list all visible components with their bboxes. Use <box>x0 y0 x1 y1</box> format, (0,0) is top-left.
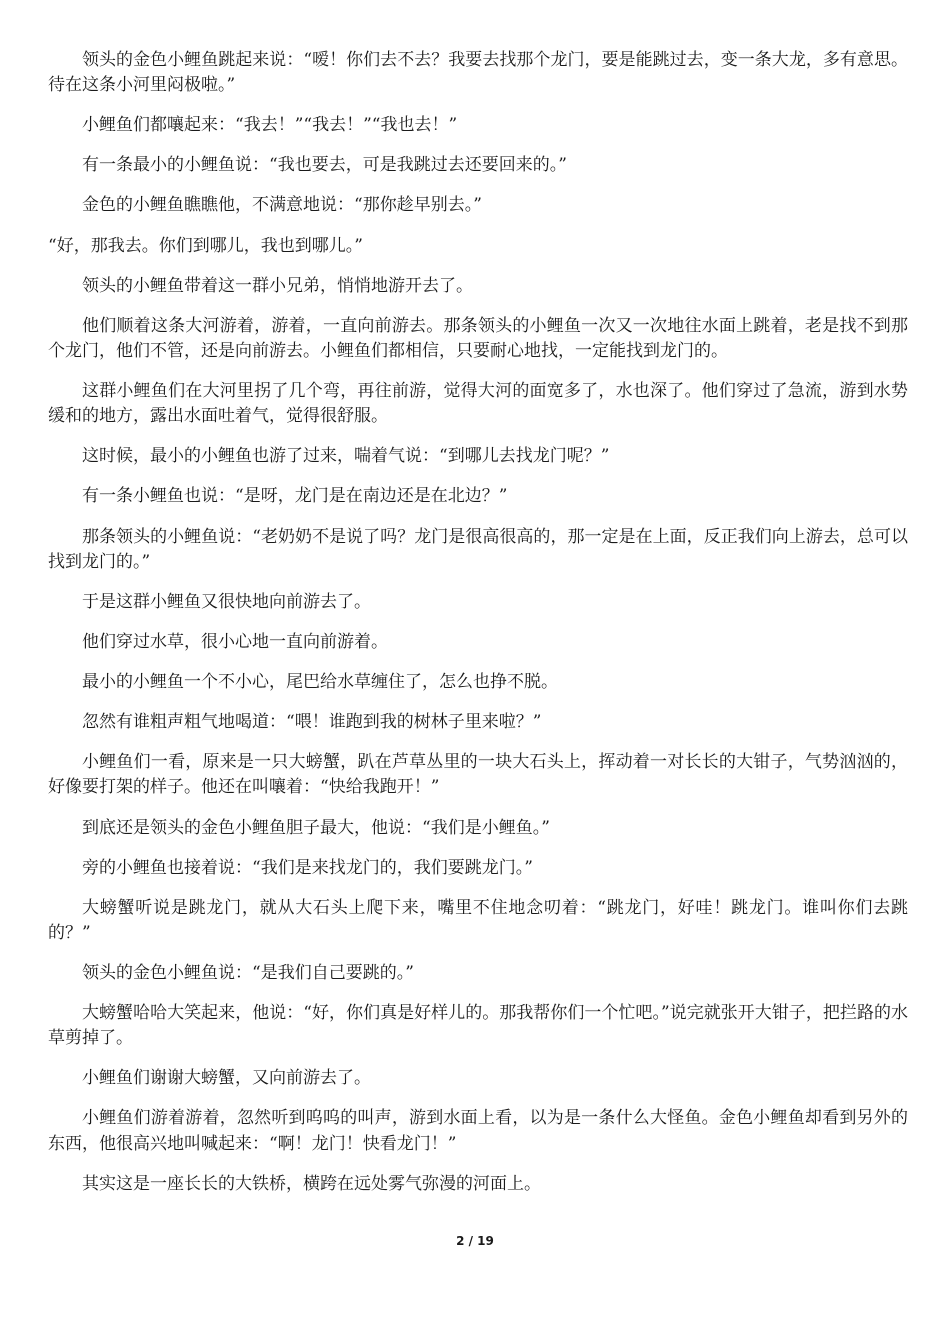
paragraph: 大螃蟹听说是跳龙门，就从大石头上爬下来，嘴里不住地念叨着：“跳龙门，好哇！跳龙门。谁叫你们去跳的？” <box>48 897 908 943</box>
paragraph: 其实这是一座长长的大铁桥，横跨在远处雾气弥漫的河面上。 <box>82 1173 541 1194</box>
paragraph: 忽然有谁粗声粗气地喝道：“喂！谁跑到我的树林子里来啦？” <box>82 712 542 733</box>
paragraph: 他们顺着这条大河游着，游着，一直向前游去。那条领头的小鲤鱼一次又一次地往水面上跳着，老是找不到那个龙门，他们不管，还是向前游去。小鲤鱼们都相信，只要耐心地找，一定能找到龙门的。 <box>48 315 908 361</box>
paragraph: 领头的金色小鲤鱼说：“是我们自己要跳的。” <box>82 963 414 983</box>
paragraph: 大螃蟹哈哈大笑起来，他说：“好，你们真是好样儿的。那我帮你们一个忙吧。”说完就张开大钳子，把拦路的水草剪掉了。 <box>48 1003 908 1049</box>
paragraph: 金色的小鲤鱼瞧瞧他，不满意地说：“那你趁早别去。” <box>82 195 482 216</box>
paragraph: 这群小鲤鱼们在大河里拐了几个弯，再往前游，觉得大河的面宽多了，水也深了。他们穿过了急流，游到水势缓和的地方，露出水面吐着气，觉得很舒服。 <box>48 381 908 427</box>
paragraph: 于是这群小鲤鱼又很快地向前游去了。 <box>82 591 371 612</box>
paragraph: 那条领头的小鲤鱼说：“老奶奶不是说了吗？龙门是很高很高的，那一定是在上面，反正我们向上游去，总可以找到龙门的。” <box>48 526 908 572</box>
paragraph: 领头的小鲤鱼带着这一群小兄弟，悄悄地游开去了。 <box>82 275 473 296</box>
paragraph: 领头的金色小鲤鱼跳起来说：“嗳！你们去不去？我要去找那个龙门，要是能跳过去，变一条大龙，多有意思。待在这条小河里闷极啦。” <box>48 50 908 96</box>
paragraph: 这时候，最小的小鲤鱼也游了过来，喘着气说：“到哪儿去找龙门呢？” <box>82 446 610 467</box>
paragraph: 旁的小鲤鱼也接着说：“我们是来找龙门的，我们要跳龙门。” <box>82 857 533 878</box>
paragraph: 小鲤鱼们游着游着，忽然听到呜呜的叫声，游到水面上看，以为是一条什么大怪鱼。金色小鲤鱼却看到另外的东西，他很高兴地叫喊起来：“啊！龙门！快看龙门！” <box>48 1108 908 1154</box>
body-text <box>48 48 908 1212</box>
paragraph: 小鲤鱼们谢谢大螃蟹，又向前游去了。 <box>82 1068 371 1089</box>
paragraph: 最小的小鲤鱼一个不小心，尾巴给水草缠住了，怎么也挣不脱。 <box>82 672 558 693</box>
paragraph: 他们穿过水草，很小心地一直向前游着。 <box>82 631 388 652</box>
paragraph: 有一条小鲤鱼也说：“是呀，龙门是在南边还是在北边？” <box>82 486 508 507</box>
paragraph: “好，那我去。你们到哪儿，我也到哪儿。” <box>48 235 363 256</box>
paragraph: 小鲤鱼们都嚷起来：“我去！”“我去！”“我也去！” <box>82 115 458 136</box>
paragraph: 有一条最小的小鲤鱼说：“我也要去，可是我跳过去还要回来的。” <box>82 155 567 176</box>
page-number: 2 / 19 <box>456 1234 494 1248</box>
paragraph: 到底还是领头的金色小鲤鱼胆子最大，他说：“我们是小鲤鱼。” <box>82 817 550 838</box>
paragraph: 小鲤鱼们一看，原来是一只大螃蟹，趴在芦草丛里的一块大石头上，挥动着一对长长的大钳子，气势汹汹的，好像要打架的样子。他还在叫嚷着：“快给我跑开！” <box>48 752 908 798</box>
